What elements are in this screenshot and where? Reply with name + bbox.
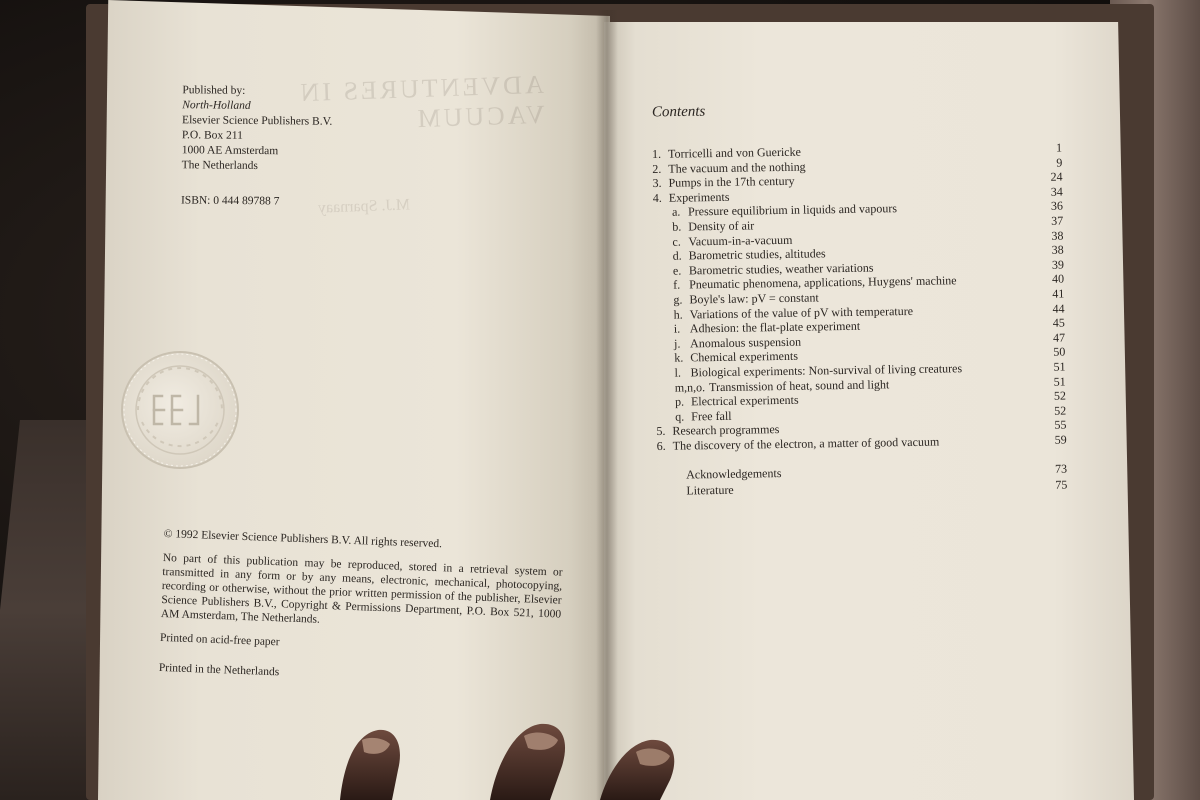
toc-entry-page: 50 (1053, 344, 1066, 360)
copyright-block (158, 527, 564, 700)
toc-entry-page: 52 (1053, 388, 1067, 403)
toc-entry-number: f. (673, 277, 681, 293)
toc-entry-label: Experiments (668, 189, 730, 205)
toc-entry-page: 38 (1051, 228, 1064, 243)
toc-entry-page: 41 (1052, 286, 1065, 301)
toc-entry-label: Barometric studies, altitudes (688, 246, 826, 263)
toc-entry-page: 51 (1053, 374, 1066, 389)
toc-entry-number: e. (672, 263, 682, 278)
rights-notice: No part of this publication may be reproduced, stored in a retrieval system or transmitted in any form or by any means, electronic, mechanical, photocopying, recording or otherwise, without the prior written permission of the publisher, Elsevier Science Publishers B.V., Copyright & Permissions Department, P.O. Box 521, 1000 AM Amsterdam, The Netherlands. (160, 551, 563, 626)
toc-entry-label: Pumps in the 17th century (668, 173, 795, 190)
toc-entry-label: Pneumatic phenomena, applications, Huygens' machine (689, 273, 957, 292)
toc-entry-label: Pressure equilibrium in liquids and vapours (687, 201, 898, 219)
toc-entry-page: 39 (1051, 257, 1065, 272)
toc-extras (657, 461, 1067, 499)
toc-entry-number: k. (674, 350, 684, 365)
hand-fingers (300, 700, 750, 800)
paper-note: Printed on acid-free paper (159, 631, 280, 649)
toc-entry-number: d. (672, 248, 682, 263)
toc-entry-page: 24 (1050, 169, 1063, 184)
toc-entry-page: 38 (1051, 242, 1064, 257)
printed-in: Printed in the Netherlands (158, 661, 280, 679)
toc-entry-number: 1. (652, 146, 662, 161)
publisher-imprint: North-Holland (182, 99, 251, 112)
toc-entry-number: g. (673, 292, 683, 307)
publisher-city: 1000 AE Amsterdam (181, 144, 279, 158)
toc-extra-page: 73 (1055, 461, 1068, 477)
toc-entry-page: 44 (1052, 301, 1065, 316)
toc-entry-page: 34 (1050, 184, 1063, 199)
toc-extra-label: Acknowledgements (686, 466, 782, 482)
toc-entry-label: Torricelli and von Guericke (667, 144, 801, 161)
toc-entry-number: q. (675, 409, 685, 424)
toc-entry-number: l. (674, 365, 681, 380)
toc-entry-label: Variations of the value of pV with temperature (689, 303, 914, 321)
toc-entry-number: 5. (656, 424, 666, 439)
toc-entry-number: 3. (652, 176, 662, 191)
copyright-line: © 1992 Elsevier Science Publishers B.V. All rights reserved. (163, 527, 443, 551)
toc-entry-label: Boyle's law: pV = constant (689, 290, 819, 307)
toc-entry-label: Adhesion: the flat-plate experiment (689, 318, 861, 336)
toc-entry-label: Electrical experiments (690, 392, 799, 409)
toc-extra-label: Literature (686, 483, 734, 498)
toc-entry-label: Barometric studies, weather variations (688, 260, 874, 278)
toc-entry-page: 51 (1053, 359, 1066, 374)
contents-title: Contents (651, 103, 706, 121)
publisher-box: P.O. Box 211 (181, 129, 243, 142)
toc-entry-label: Vacuum-in-a-vacuum (688, 232, 793, 249)
toc-entry-label: Research programmes (672, 422, 780, 438)
toc-entry-page: 37 (1051, 213, 1064, 228)
toc-entry-label: Biological experiments: Non-survival of living creatures (690, 361, 963, 380)
publisher-block (182, 83, 333, 175)
toc-entry-page: 9 (1056, 155, 1063, 170)
toc-entry-label: Free fall (691, 408, 732, 424)
toc-entry-page: 52 (1054, 403, 1067, 418)
toc-entry-page: 47 (1052, 330, 1066, 345)
toc-entry-label: Density of air (688, 218, 755, 234)
toc-entry-label: Transmission of heat, sound and light (709, 376, 890, 394)
toc-list (652, 141, 1067, 454)
toc-entry-number: h. (673, 307, 683, 322)
show-through-title: ADVENTURES IN VACUUM (297, 69, 546, 134)
toc-entry-number: c. (672, 234, 681, 249)
toc-entry-label: The discovery of the electron, a matter of good vacuum (672, 434, 940, 453)
isbn: ISBN: 0 444 89788 7 (180, 194, 280, 208)
show-through-author: M.J. Sparnaay (317, 196, 411, 217)
toc-entry-number: 2. (652, 161, 662, 176)
publisher-country: The Netherlands (181, 159, 259, 173)
toc-entry-label: Anomalous suspension (689, 334, 802, 351)
toc-entry-page: 36 (1050, 198, 1064, 214)
publisher-company: Elsevier Science Publishers B.V. (182, 114, 333, 128)
toc-entry-number: i. (673, 321, 681, 336)
toc-entry-number: 4. (652, 190, 662, 205)
toc-entry-number: a. (671, 204, 681, 220)
toc-entry-number: m,n,o. (674, 379, 706, 395)
toc-entry-number: 6. (656, 438, 666, 453)
book-gutter (596, 10, 618, 800)
toc-entry-page: 55 (1054, 417, 1067, 432)
toc-extra-page: 75 (1055, 477, 1068, 493)
toc-entry-number: b. (672, 219, 682, 234)
toc-entry-page: 59 (1054, 432, 1067, 447)
toc-entry-page: 40 (1052, 271, 1065, 287)
toc-entry-page: 45 (1052, 315, 1065, 330)
embossed-seal (118, 348, 242, 472)
publisher-heading: Published by: (182, 84, 246, 97)
table-of-contents (652, 141, 1067, 500)
toc-entry-page: 1 (1055, 140, 1063, 155)
toc-entry-label: Chemical experiments (690, 349, 799, 365)
toc-entry-label: The vacuum and the nothing (668, 159, 806, 176)
toc-entry-number: j. (673, 336, 681, 351)
toc-entry-number: p. (674, 394, 685, 409)
